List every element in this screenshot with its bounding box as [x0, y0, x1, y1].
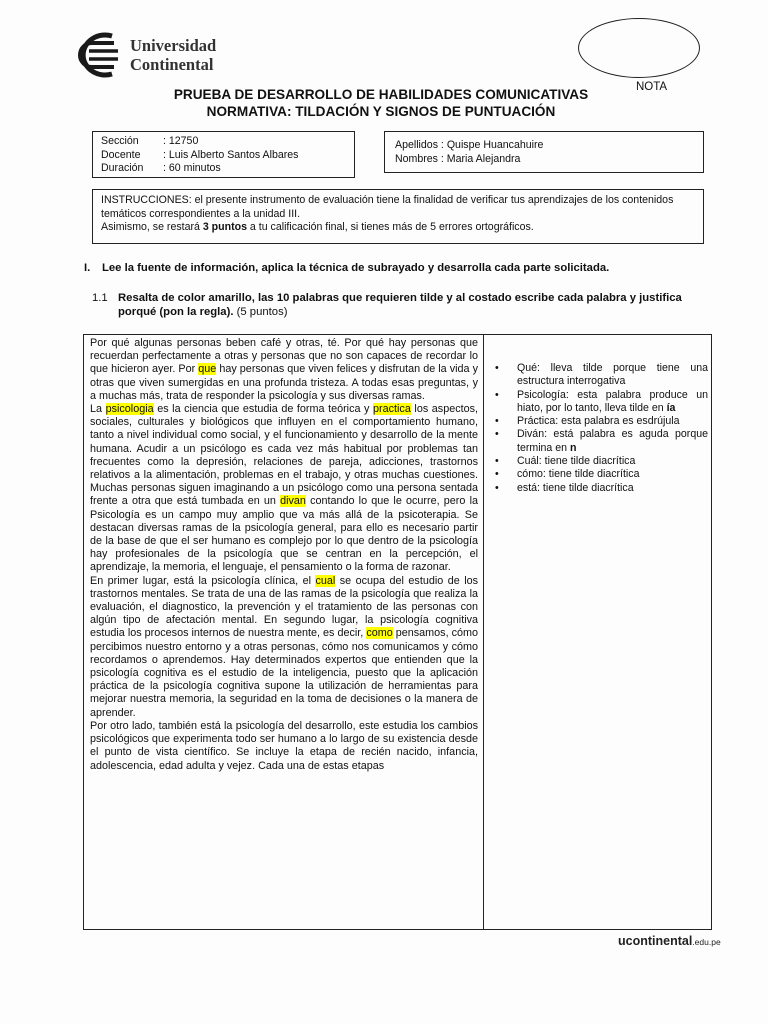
answer-text: Qué: lleva tilde porque tiene una estructura interrogativa	[517, 362, 708, 388]
section-heading	[84, 262, 609, 274]
answer-text: Práctica: esta palabra es esdrújula	[517, 415, 680, 428]
highlighted-word: que	[198, 363, 217, 376]
answer-item	[492, 362, 708, 389]
continental-logo-icon	[62, 32, 122, 78]
answer-item	[492, 455, 708, 468]
answer-emphasis: n	[570, 441, 577, 454]
instructions-line1: INSTRUCCIONES: el presente instrumento de evaluación tiene la finalidad de verificar tus aprendizajes de los contenidos temáticos correspondientes a la unidad III.	[101, 194, 674, 220]
section-text: Lee la fuente de información, aplica la técnica de subrayado y desarrolla cada parte solicitada.	[102, 262, 610, 274]
university-name	[130, 36, 216, 74]
duration-value: : 60 minutos	[163, 162, 221, 174]
answers-list	[492, 362, 708, 495]
reading-text	[90, 337, 478, 773]
section-number: I.	[84, 262, 91, 274]
reading-paragraph	[90, 403, 478, 575]
section-key: Sección	[101, 135, 139, 147]
reading-table	[83, 334, 712, 930]
highlighted-word: cual	[315, 574, 336, 587]
footer-brand	[618, 934, 721, 948]
footer-domain: .edu.pe	[692, 937, 721, 947]
instructions-line2-end: a tu calificación final, si tienes más de 5 errores ortográficos.	[246, 221, 534, 233]
highlighted-word: practica	[373, 403, 411, 416]
answer-item	[492, 482, 708, 495]
reading-text-span: contando lo que le ocurre, pero la Psicología es un campo muy amplio que va más allá de la psicoterapia. Se destacan diversas ramas de la psicología general, para ello es necesario partir de la base de que el ser humano es complejo por lo que dentro de la psicología hay profesionales de la psicología que se centran en la percepción, el aprendizaje, la memoria, el lenguaje, el pensamiento o la forma de razonar.	[90, 495, 478, 574]
reading-text-span: se ocupa del estudio de los trastornos mentales. Se trata de una de las ramas de la psicología que realiza la evaluación, el diagnostico, la prevención y el tratamiento de las personas con algún tipo de afectación mental. En segundo lugar, la psicología cognitiva estudia los procesos internos de nuestra mente, es decir,	[90, 574, 478, 640]
answer-text: Diván: está palabra es aguda porque termina en	[517, 428, 708, 454]
answer-item	[492, 415, 708, 428]
university-name-line2: Continental	[130, 55, 214, 74]
instructions-line2	[101, 221, 695, 235]
answer-item	[492, 428, 708, 455]
reading-text-span: es la ciencia que estudia de forma teórica y	[153, 403, 374, 416]
exam-title-line1: PRUEBA DE DESARROLLO DE HABILIDADES COMUNICATIVAS	[173, 87, 589, 102]
answer-text: Cuál: tiene tilde diacrítica	[517, 455, 636, 468]
reading-text-span: pensamos, cómo percibimos nuestro entorno y a otras personas, cómo nos comunicamos y cómo recordamos o aprendemos. Hay determinados expertos que entienden que la psicología cognitiva es el estudio de la inteligencia, puesto que la aplicación práctica de la psicología cognitiva supone la utilización de herramientas para mejorar nuestra memoria, la seguridad en la toma de decisiones o la manera de aprender.	[90, 627, 479, 719]
reading-text-span: La	[90, 403, 106, 416]
teacher-key: Docente	[101, 148, 141, 161]
reading-paragraph: Por otro lado, también está la psicología del desarrollo, este estudia los cambios psicológicos que experimenta todo ser humano a lo largo de su existencia desde el punto de vista científico. Se incluye la etapa de recién nacido, infancia, adolescencia, edad adulta y vejez. Cada una de estas etapas	[90, 719, 478, 772]
footer-brand-name: ucontinental	[618, 934, 693, 948]
course-info-box	[92, 131, 355, 178]
reading-text-span: Por qué algunas personas beben café y otras, té. Por qué hay personas que recuerdan perfectamente a otras y personas que no son capaces de recordar lo que hicieron ayer. Por	[90, 337, 478, 376]
reading-text-span: los aspectos, sociales, culturales y biológicos que influyen en el comportamiento humano, tanto a nivel individual como social, y el funcionamiento y desarrollo de la mente humana. Acudir a un psicólogo es cada vez más habitual por problemas tan frecuentes como la depresión, relaciones de pareja, adicciones, trastornos relativos a la alimentación, problemas en el trabajo, y otras muchas cuestiones. Muchas personas siguen imaginando a un psicólogo como una persona sentada frente a otra que está tumbada en un	[90, 403, 479, 508]
university-logo	[62, 32, 216, 78]
exam-title	[140, 86, 622, 120]
highlighted-word: psicologia	[105, 403, 154, 416]
grade-label: NOTA	[636, 81, 668, 93]
instructions-box	[92, 189, 704, 244]
answer-emphasis: ía	[666, 401, 676, 414]
answer-text: está: tiene tilde diacrítica	[517, 481, 634, 494]
reading-paragraph	[90, 337, 478, 403]
student-names: Nombres : Maria Alejandra	[395, 152, 521, 165]
highlighted-word: divan	[280, 495, 306, 508]
reading-paragraph	[90, 575, 478, 720]
teacher-row	[101, 149, 346, 163]
instructions-line2-start: Asimismo, se restará	[101, 221, 203, 233]
exam-title-line2: NORMATIVA: TILDACIÓN Y SIGNOS DE PUNTUACIÓN	[206, 104, 556, 119]
student-surnames: Apellidos : Quispe Huancahuire	[395, 139, 544, 151]
answer-item	[492, 389, 708, 416]
instructions-penalty: 3 puntos	[202, 221, 247, 233]
answer-item	[492, 468, 708, 481]
subsection-bold: Resalta de color amarillo, las 10 palabras que requieren tilde y al costado escribe cada palabra y justifica porqué (pon la regla).	[118, 292, 682, 318]
subsection-points: (5 puntos)	[233, 305, 288, 318]
subsection-number: 1.1	[92, 292, 108, 304]
subsection-text	[92, 292, 706, 319]
reading-text-span: En primer lugar, está la psicología clínica, el	[90, 574, 316, 587]
reading-text-span: hay personas que viven felices y disfrutan de la vida y otras que viven sumergidas en una profunda tristeza. A todas esas preguntas, y a muchas más, trata de responder la psicología y sus diversas ramas.	[90, 363, 478, 402]
grade-oval	[578, 18, 700, 78]
section-value: : 12750	[163, 135, 199, 147]
teacher-value: : Luis Alberto Santos Albares	[163, 148, 299, 161]
duration-row	[101, 162, 346, 176]
student-info-box	[384, 131, 704, 173]
section-row	[101, 135, 346, 149]
duration-key: Duración	[101, 162, 144, 174]
highlighted-word: como	[366, 627, 393, 640]
column-divider	[483, 335, 484, 929]
answer-text: cómo: tiene tilde diacrítica	[517, 468, 640, 481]
subsection-heading	[92, 292, 706, 319]
university-name-line1: Universidad	[130, 36, 217, 55]
answer-text: Psicología: esta palabra produce un hiato, por lo tanto, lleva tilde en	[517, 388, 708, 414]
